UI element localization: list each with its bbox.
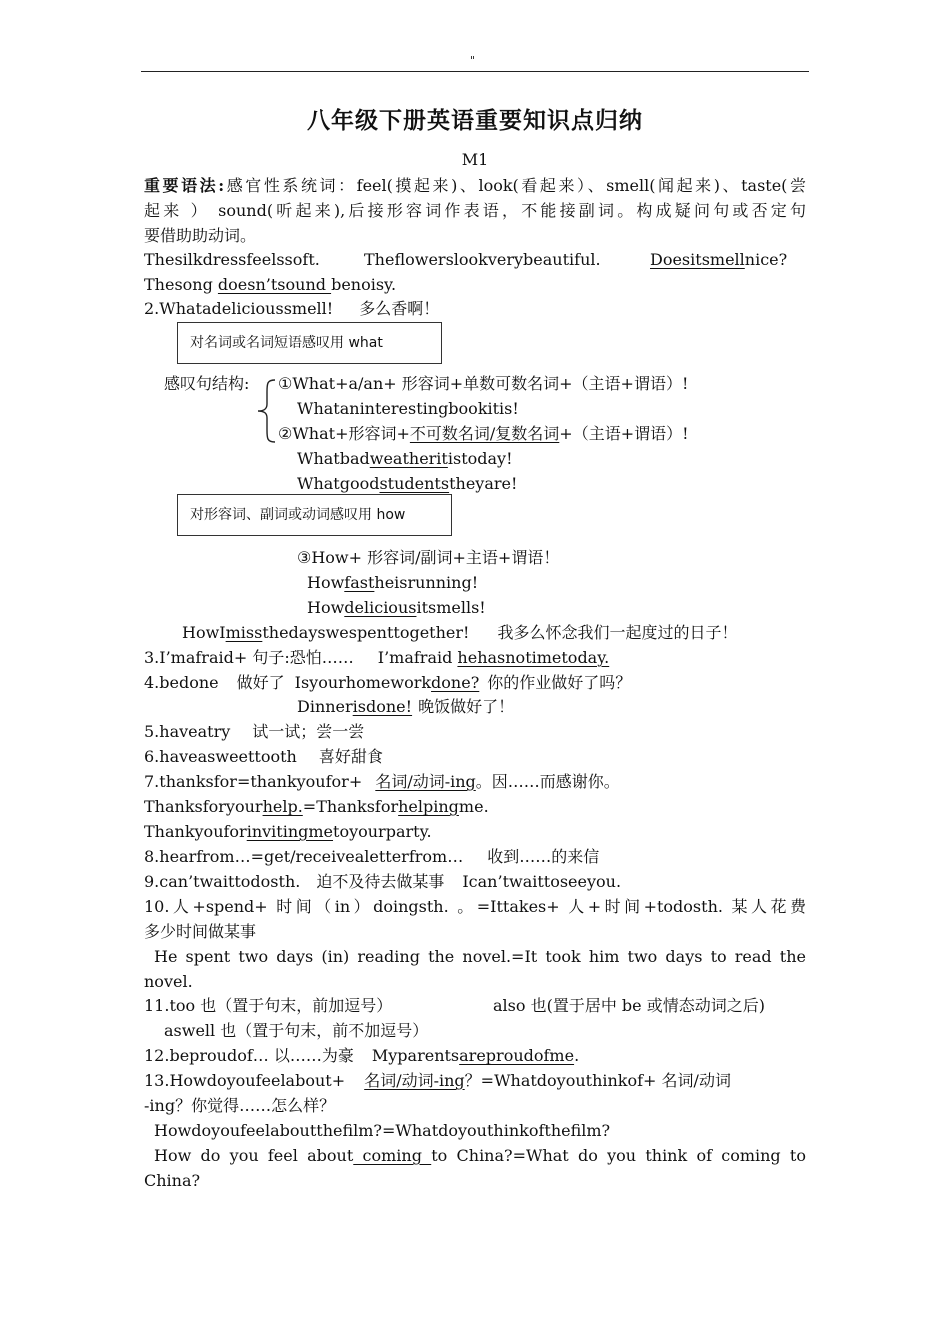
underlined-text: areproudofme xyxy=(459,1046,575,1065)
plain-text: ②What+形容词+ xyxy=(278,424,410,443)
exclam-example-2 xyxy=(297,447,513,471)
page-title: 八年级下册英语重要知识点归纳 xyxy=(307,107,643,134)
item-2-chinese: 多么香啊！ xyxy=(359,299,440,318)
underlined-text: invitingme xyxy=(246,822,334,841)
item-7-example-2 xyxy=(144,820,432,844)
item-2 xyxy=(144,297,439,321)
item-13-line-1 xyxy=(144,1069,806,1093)
item-12 xyxy=(144,1044,579,1068)
grammar-line-2: 起来 ） sound(听起来),后接形容词作表语，不能接副词。构成疑问句或否定句 xyxy=(144,201,806,220)
underlined-text: help. xyxy=(262,797,303,816)
plain-text: Thanksforyour xyxy=(144,797,263,816)
exclam-structure-1: ①What+a/an+ 形容词+单数可数名词+（主语+谓语）! xyxy=(278,374,689,393)
plain-text: 。因……而感谢你。 xyxy=(475,772,620,791)
note-box-how-text: 对形容词、副词或动词感叹用 how xyxy=(190,507,406,523)
plain-text: I’mafraid xyxy=(377,648,458,667)
item-10-example: He spent two days (in) reading the novel.=It took him two days to read the xyxy=(154,947,806,966)
plain-text: 4.bedone xyxy=(144,673,219,692)
item-3 xyxy=(144,646,609,670)
plain-text: 6.haveasweettooth xyxy=(144,747,297,766)
item-10-line-1: 10.人+spend+ 时间（in）doingsth. 。=Ittakes+ 人+时间+todosth. 某人花费 xyxy=(144,897,806,916)
plain-text: to China?=What do you think of coming to xyxy=(431,1146,806,1165)
grammar-example-1: Thesilkdressfeelssoft. xyxy=(144,250,320,269)
plain-text: =Thanksfor xyxy=(302,797,399,816)
grammar-text-1: 感官性系统词：feel(摸起来)、look(看起来）、smell(闻起来)、taste(尝 xyxy=(224,176,806,195)
curly-brace-icon xyxy=(255,378,277,444)
plain-text: Thesong xyxy=(144,275,218,294)
exclam-label: 感叹句结构: xyxy=(164,374,250,393)
item-7 xyxy=(144,770,620,794)
item-10-line-2: 多少时间做某事 xyxy=(144,922,257,941)
plain-text: 收到……的来信 xyxy=(487,847,600,866)
plain-text: heisrunning! xyxy=(374,573,479,592)
plain-text: 13.Howdoyoufeelabout+ xyxy=(144,1071,351,1090)
plain-text: Thankyoufor xyxy=(144,822,247,841)
item-2-english: 2.Whatadelicioussmell! xyxy=(144,299,334,318)
exclam-structure-2 xyxy=(278,422,689,446)
underlined-text: 不可数名词/复数名词 xyxy=(409,424,560,443)
module-heading: M1 xyxy=(461,150,489,169)
item-13-example-end: China? xyxy=(144,1171,201,1190)
grammar-example-4 xyxy=(144,273,396,297)
plain-text: Whatbad xyxy=(297,449,370,468)
header-rule xyxy=(141,71,809,72)
plain-text: 喜好甜食 xyxy=(318,747,383,766)
note-box-what xyxy=(177,322,442,364)
item-4-example xyxy=(297,695,514,719)
plain-text: me. xyxy=(458,797,489,816)
grammar-line-3: 要借助助动词。 xyxy=(144,226,257,245)
plain-text: toyourparty. xyxy=(333,822,432,841)
plain-text: 你的作业做好了吗？ xyxy=(487,673,632,692)
item-10-example-end: novel. xyxy=(144,972,193,991)
plain-text: 9.can’twaittodosth. xyxy=(144,872,301,891)
plain-text: 8.hearfrom…=get/receivealetterfrom… xyxy=(144,847,464,866)
plain-text: 7.thanksfor=thankyoufor+ xyxy=(144,772,368,791)
plain-text: HowI xyxy=(182,623,226,642)
note-box-how xyxy=(177,494,452,536)
plain-text: 晚饭做好了！ xyxy=(418,697,515,716)
item-13-line-2: -ing？你觉得……怎么样？ xyxy=(144,1096,336,1115)
plain-text: Ican’twaittoseeyou. xyxy=(462,872,622,891)
underlined-text: coming xyxy=(353,1146,432,1165)
how-example-2 xyxy=(307,596,486,620)
header-mark: " xyxy=(470,54,476,67)
plain-text: ？=Whatdoyouthinkof+ 名词/动词 xyxy=(464,1071,731,1090)
plain-text: 5.haveatry xyxy=(144,722,231,741)
underlined-text: hehasnotimetoday. xyxy=(457,648,610,667)
grammar-label: 重要语法: xyxy=(144,176,225,195)
plain-text: benoisy. xyxy=(331,275,397,294)
item-5 xyxy=(144,720,364,744)
how-example-1 xyxy=(307,571,478,595)
how-example-3-chinese: 我多么怀念我们一起度过的日子！ xyxy=(497,623,738,642)
plain-text: theyare! xyxy=(449,474,518,493)
underlined-text: students xyxy=(379,474,450,493)
grammar-example-3 xyxy=(650,248,787,272)
plain-text: Whatgood xyxy=(297,474,380,493)
how-example-3 xyxy=(182,621,737,645)
plain-text: 12.beproudof… 以……为豪 xyxy=(144,1046,354,1065)
underlined-text: isdone! xyxy=(352,697,413,716)
plain-text: istoday! xyxy=(447,449,513,468)
item-11-aswell: aswell 也（置于句末，前不加逗号） xyxy=(164,1021,429,1040)
item-13-example-2 xyxy=(154,1144,806,1168)
note-box-what-text: 对名词或名词短语感叹用 what xyxy=(190,335,383,351)
underlined-text: helping xyxy=(398,797,459,816)
plain-text: Dinner xyxy=(297,697,353,716)
plain-text: . xyxy=(574,1046,580,1065)
plain-text: 做好了 xyxy=(236,673,285,692)
exclam-example-3 xyxy=(297,472,517,496)
plain-text: itsmells! xyxy=(416,598,486,617)
underlined-text: done? xyxy=(431,673,480,692)
plain-text: Myparents xyxy=(371,1046,460,1065)
plain-text: Isyourhomework xyxy=(294,673,432,692)
item-6 xyxy=(144,745,383,769)
plain-text: 试一试；尝一尝 xyxy=(252,722,365,741)
underlined-text: 名词/动词-ing xyxy=(364,1071,465,1090)
how-structure: ③How+ 形容词/副词+主语+谓语！ xyxy=(297,548,560,567)
plain-text: How do you feel about xyxy=(154,1146,354,1165)
item-7-example-1 xyxy=(144,795,489,819)
item-11-also: also 也(置于居中 be 或情态动词之后) xyxy=(493,996,765,1015)
grammar-example-2: Theflowerslookverybeautiful. xyxy=(364,250,601,269)
underlined-text: smell xyxy=(701,250,745,269)
underlined-text: 名词/动词-ing xyxy=(375,772,476,791)
underlined-text: miss xyxy=(225,623,263,642)
exclam-example-1: Whataninterestingbookitis! xyxy=(297,399,519,418)
item-8 xyxy=(144,845,599,869)
plain-text: 3.I’mafraid+ 句子:恐怕…… xyxy=(144,648,354,667)
plain-text: +（主语+谓语）! xyxy=(559,424,689,443)
underlined-text: weatherit xyxy=(369,449,448,468)
underlined-text: fast xyxy=(344,573,375,592)
item-4 xyxy=(144,671,631,695)
item-9 xyxy=(144,870,621,894)
plain-text: 迫不及待去做某事 xyxy=(316,872,445,891)
underlined-text: delicious xyxy=(344,598,417,617)
underlined-text: Doesit xyxy=(650,250,702,269)
plain-text: nice? xyxy=(744,250,788,269)
plain-text: How xyxy=(307,598,345,617)
plain-text: thedayswespenttogether! xyxy=(262,623,470,642)
underlined-text: doesn’tsound xyxy=(217,275,332,294)
plain-text: How xyxy=(307,573,345,592)
item-13-example-1: Howdoyoufeelaboutthefilm?=Whatdoyouthinkofthefilm? xyxy=(154,1121,611,1140)
grammar-line-1 xyxy=(144,174,806,198)
item-11: 11.too 也（置于句末，前加逗号） xyxy=(144,996,393,1015)
